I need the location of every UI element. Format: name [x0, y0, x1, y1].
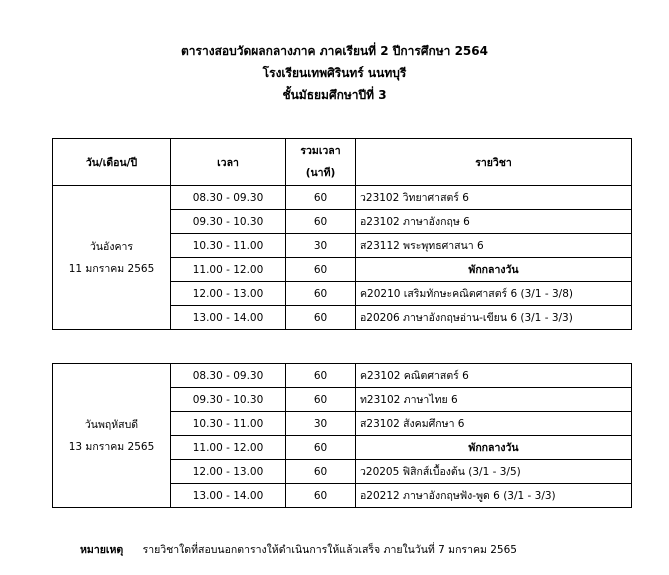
header-subject: รายวิชา: [356, 139, 632, 186]
time-cell: 08.30 - 09.30: [171, 186, 286, 210]
day-date: 13 มกราคม 2565: [68, 440, 155, 453]
footnote-label: หมายเหตุ: [80, 544, 124, 556]
document-title: [0, 40, 669, 106]
time-cell: 09.30 - 10.30: [171, 388, 286, 412]
subject-cell: อ20206 ภาษาอังกฤษอ่าน-เขียน 6 (3/1 - 3/3): [356, 306, 632, 330]
time-cell: 10.30 - 11.00: [171, 412, 286, 436]
time-cell: 11.00 - 12.00: [171, 258, 286, 282]
title-line-school: โรงเรียนเทพศิรินทร์ นนทบุรี: [262, 66, 407, 80]
subject-cell: ว23102 วิทยาศาสตร์ 6: [356, 186, 632, 210]
day-cell: [53, 186, 171, 330]
subject-cell: อ23102 ภาษาอังกฤษ 6: [356, 210, 632, 234]
duration-cell: 60: [286, 484, 356, 508]
exam-schedule-table-day-2: [52, 363, 632, 508]
table-row: [53, 186, 632, 210]
subject-cell: ค20210 เสริมทักษะคณิตศาสตร์ 6 (3/1 - 3/8): [356, 282, 632, 306]
duration-cell: 60: [286, 282, 356, 306]
day-name: วันอังคาร: [89, 240, 134, 253]
header-duration-line1: รวมเวลา: [300, 145, 341, 157]
time-cell: 11.00 - 12.00: [171, 436, 286, 460]
title-line-grade: ชั้นมัธยมศึกษาปีที่ 3: [282, 88, 387, 102]
header-duration: [286, 139, 356, 186]
exam-schedule-table-day-1: [52, 138, 632, 330]
footnote-text: รายวิชาใดที่สอบนอกตารางให้ดำเนินการให้แล้วเสร็จ ภายในวันที่ 7 มกราคม 2565: [142, 544, 517, 556]
subject-cell: ส23102 สังคมศึกษา 6: [356, 412, 632, 436]
time-cell: 12.00 - 13.00: [171, 282, 286, 306]
subject-cell: ค23102 คณิตศาสตร์ 6: [356, 364, 632, 388]
day-name: วันพฤหัสบดี: [84, 418, 139, 431]
time-cell: 13.00 - 14.00: [171, 484, 286, 508]
duration-cell: 60: [286, 306, 356, 330]
subject-cell: ส23112 พระพุทธศาสนา 6: [356, 234, 632, 258]
title-line-exam: ตารางสอบวัดผลกลางภาค ภาคเรียนที่ 2 ปีการศึกษา 2564: [181, 44, 488, 58]
header-day: วัน/เดือน/ปี: [53, 139, 171, 186]
table-row: [53, 364, 632, 388]
time-cell: 13.00 - 14.00: [171, 306, 286, 330]
lunch-break-cell: พักกลางวัน: [356, 258, 632, 282]
day-date: 11 มกราคม 2565: [68, 262, 155, 275]
header-duration-line2: (นาที): [305, 167, 336, 179]
lunch-break-cell: พักกลางวัน: [356, 436, 632, 460]
footnote: [80, 541, 517, 558]
header-time: เวลา: [171, 139, 286, 186]
subject-cell: ท23102 ภาษาไทย 6: [356, 388, 632, 412]
time-cell: 12.00 - 13.00: [171, 460, 286, 484]
duration-cell: 60: [286, 210, 356, 234]
subject-cell: ว20205 ฟิสิกส์เบื้องต้น (3/1 - 3/5): [356, 460, 632, 484]
subject-cell: อ20212 ภาษาอังกฤษฟัง-พูด 6 (3/1 - 3/3): [356, 484, 632, 508]
duration-cell: 60: [286, 186, 356, 210]
day-cell: [53, 364, 171, 508]
table-header-row: [53, 139, 632, 186]
time-cell: 09.30 - 10.30: [171, 210, 286, 234]
duration-cell: 30: [286, 412, 356, 436]
duration-cell: 60: [286, 364, 356, 388]
time-cell: 10.30 - 11.00: [171, 234, 286, 258]
duration-cell: 60: [286, 436, 356, 460]
time-cell: 08.30 - 09.30: [171, 364, 286, 388]
duration-cell: 60: [286, 388, 356, 412]
duration-cell: 60: [286, 258, 356, 282]
duration-cell: 60: [286, 460, 356, 484]
duration-cell: 30: [286, 234, 356, 258]
